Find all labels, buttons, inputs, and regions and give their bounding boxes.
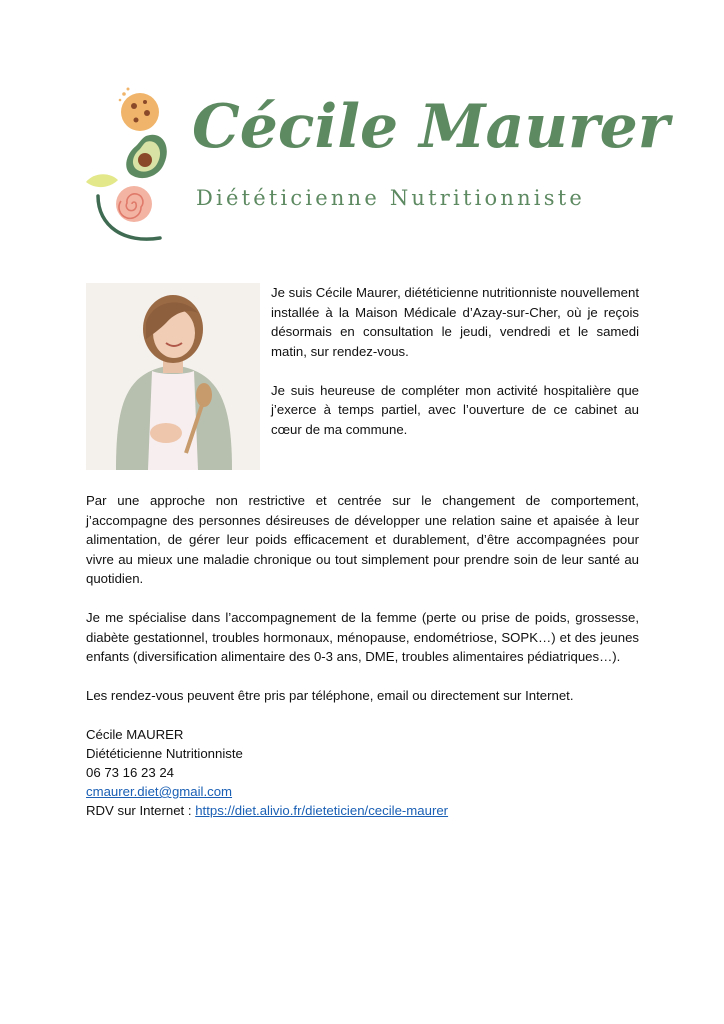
body-paragraph-2: Je me spécialise dans l’accompagnement de la femme (perte ou prise de poids, grossesse, diabète gestationnel, troubles hormonaux, ménopause, endométriose, SOPK…) et des jeunes enfants (diversification alimentaire des 0-3 ans, DME, troubles alimentaires pédiatriques…).	[86, 610, 639, 664]
intro-paragraph-2: Je suis heureuse de compléter mon activité hospitalière que j’exerce à temps partiel, avec l’ouverture de ce cabinet au cœur de ma commune.	[271, 382, 639, 437]
main-section	[86, 491, 639, 820]
portrait-photo	[86, 283, 260, 470]
brand-subtitle: Diététicienne Nutritionniste	[196, 186, 585, 210]
brand-name: Cécile Maurer	[192, 92, 670, 162]
body-paragraph-1: Par une approche non restrictive et centrée sur le changement de comportement, j’accompagne des personnes désireuses de développer une relation saine et apaisée à leur alimentation, de gérer leur poids efficacement et durablement, d’être accompagnées pour vivre au mieux une maladie chronique ou tout simplement pour prendre soin de leur santé au quotidien.	[86, 493, 639, 586]
rdv-line	[86, 801, 639, 820]
cookie-icon	[119, 88, 159, 132]
logo	[84, 86, 670, 246]
rdv-url-link[interactable]: https://diet.alivio.fr/dieteticien/cecile-maurer	[195, 803, 449, 818]
contact-title: Diététicienne Nutritionniste	[86, 746, 243, 761]
logo-mark	[84, 86, 174, 246]
leaf-icon	[86, 174, 118, 187]
contact-phone: 06 73 16 23 24	[86, 765, 174, 780]
rdv-label: RDV sur Internet :	[86, 803, 196, 818]
avocado-icon	[126, 135, 167, 178]
portrait-illustration	[86, 283, 260, 470]
contact-email-link[interactable]: cmaurer.diet@gmail.com	[86, 784, 233, 799]
contact-block	[86, 725, 639, 820]
intro-paragraph-1: Je suis Cécile Maurer, diététicienne nutritionniste nouvellement installée à la Maison Médicale d’Azay-sur-Cher, où je reçois désormais en consultation le jeudi, vendredi et le samedi matin, sur rendez-vous.	[271, 285, 639, 359]
intro-section	[271, 283, 639, 459]
swirl-candy-icon	[116, 186, 152, 222]
body-paragraph-3: Les rendez-vous peuvent être pris par téléphone, email ou directement sur Internet.	[86, 688, 574, 703]
contact-name: Cécile MAURER	[86, 727, 184, 742]
